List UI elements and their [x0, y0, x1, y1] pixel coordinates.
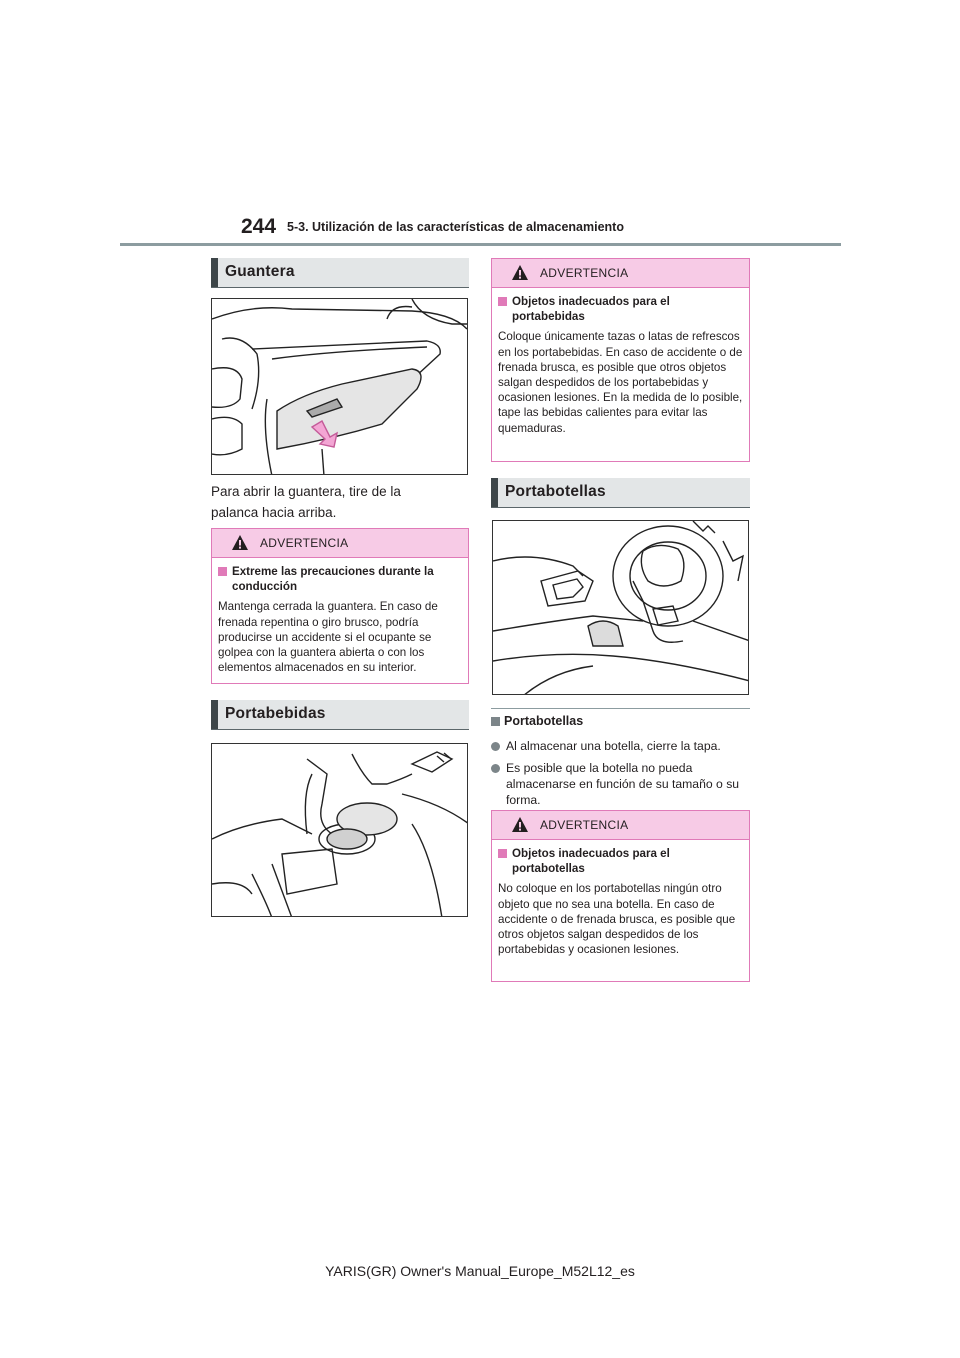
round-bullet-icon	[491, 742, 500, 751]
warning-header	[492, 259, 749, 288]
warning-body	[212, 558, 468, 681]
warning-triangle-icon	[511, 264, 529, 281]
list-item-text: Al almacenar una botella, cierre la tapa.	[506, 739, 721, 753]
warning-label: ADVERTENCIA	[260, 536, 349, 550]
warning-label: ADVERTENCIA	[540, 818, 629, 832]
cupholders-illustration	[211, 743, 468, 917]
subsection-rule	[491, 708, 750, 709]
warning-title-text: Objetos inadecuados para el portabotellas	[512, 847, 670, 876]
square-bullet-icon	[491, 717, 500, 726]
glovebox-illustration	[211, 298, 468, 475]
warning-text: Mantenga cerrada la guantera. En caso de frenada repentina o giro brusco, podría producirse un accidente si el ocupante se golpea con la guantera abierta o con los elementos almacenados en su interior.	[218, 600, 438, 675]
warning-title-text: Extreme las precauciones durante la conducción	[232, 565, 434, 594]
section-heading-text: Portabebidas	[225, 705, 326, 722]
warning-title	[498, 294, 743, 324]
bottleholders-illustration	[492, 520, 749, 695]
section-heading-text: Guantera	[225, 263, 295, 280]
warning-triangle-icon	[511, 816, 529, 833]
section-heading-cupholders	[211, 700, 469, 730]
section-heading-glovebox	[211, 258, 469, 288]
warning-title	[218, 564, 462, 594]
bottleholders-subheading	[491, 714, 583, 728]
warning-box-bottleholders	[491, 810, 750, 982]
page-number: 244	[241, 215, 277, 238]
warning-header	[212, 529, 468, 558]
warning-text: No coloque en los portabotellas ningún otro objeto que no sea una botella. En caso de accidente o de frenada brusca, es posible que otros objetos salgan despedidos de los portabebidas y ocasionen lesiones.	[498, 882, 736, 957]
page-footer: YARIS(GR) Owner's Manual_Europe_M52L12_es	[325, 1263, 635, 1279]
bottleholders-bullets	[491, 738, 753, 814]
warning-title-text: Objetos inadecuados para el portabebidas	[512, 295, 670, 324]
heading-bar	[211, 258, 218, 287]
square-bullet-icon	[498, 297, 507, 306]
warning-triangle-icon	[231, 534, 249, 551]
list-item	[491, 738, 753, 754]
heading-bar	[491, 478, 498, 507]
square-bullet-icon	[498, 849, 507, 858]
list-item-text: Es posible que la botella no pueda almacenarse en función de su tamaño o su forma.	[506, 761, 740, 807]
section-heading-text: Portabotellas	[505, 483, 606, 500]
warning-title	[498, 846, 743, 876]
heading-bar	[211, 700, 218, 729]
list-item	[491, 760, 753, 808]
square-bullet-icon	[218, 567, 227, 576]
header-rule	[120, 243, 841, 246]
caption-line: palanca hacia arriba.	[211, 505, 337, 520]
warning-header	[492, 811, 749, 840]
warning-body	[492, 840, 749, 963]
glovebox-caption	[211, 481, 401, 523]
warning-body	[492, 288, 749, 442]
subheading-text: Portabotellas	[504, 714, 584, 728]
section-heading-bottleholders	[491, 478, 750, 508]
warning-box-cupholders	[491, 258, 750, 462]
warning-label: ADVERTENCIA	[540, 266, 629, 280]
chapter-title: 5-3. Utilización de las características de almacenamiento	[287, 220, 624, 234]
caption-line: Para abrir la guantera, tire de la	[211, 484, 401, 499]
round-bullet-icon	[491, 764, 500, 773]
warning-box-glovebox	[211, 528, 469, 684]
warning-text: Coloque únicamente tazas o latas de refrescos en los portabebidas. En caso de accidente o de frenada brusca, es posible que otros objetos salgan despedidos de los portabebidas y ocasionen lesiones. En la medida de lo posible, tape las bebidas calientes para evitar las quemaduras.	[498, 330, 743, 435]
